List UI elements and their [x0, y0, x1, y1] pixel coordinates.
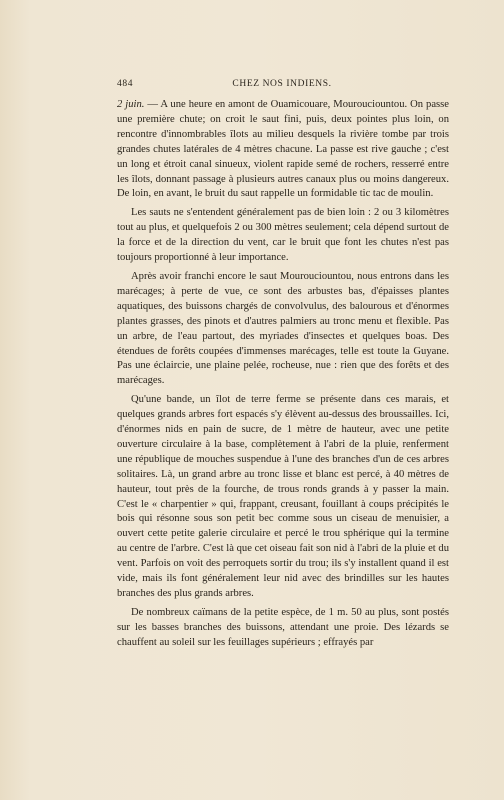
entry-date: 2 juin. [117, 99, 145, 110]
page-body [117, 98, 449, 655]
paragraph-4: Qu'une bande, un îlot de terre ferme se présente dans ces marais, et quelques grands arbres fort espacés s'y élèvent au-dessus des broussailles. Ici, d'énormes nids en pain de sucre, de 1 mètre de hauteur, avec une petite ouverture circulaire à la base, complètement à l'abri de la pluie, renferment une république de mouches suspendue à l'une des branches d'un de ces arbres solitaires. Là, un grand arbre au tronc lisse et blanc est percé, à 40 mètres de hauteur, tout près de la fourche, de trous ronds grands à y passer la main. C'est le « charpentier » qui, frappant, creusant, fouillant à coups précipités le bois qui résonne sous son petit bec comme sous un ciseau de menuisier, a ouvert cette petite galerie circulaire et percé le trou sphérique qui la termine au centre de l'arbre. C'est là que cet oiseau fait son nid à l'abri de la pluie et du vent. Parfois on voit des perroquets sortir du trou; ils s'y installent quand il est vide, mais ils font généralement leur nid avec des brindilles sur les hautes branches des plus grands arbres. [117, 394, 449, 599]
page-number: 484 [117, 79, 134, 89]
running-title: CHEZ NOS INDIENS. [232, 79, 332, 89]
paragraph-5: De nombreux caïmans de la petite espèce, de 1 m. 50 au plus, sont postés sur les basses branches des buissons, attendant une proie. Des lézards se chauffent au soleil sur les feuillages supérieurs ; effrayés par [117, 606, 449, 648]
paragraph-1 [117, 98, 449, 202]
paragraph-1-text: — A une heure en amont de Ouamicouare, Mourouciountou. On passe une première chute; on croit le saut fini, puis, deux pointes plus loin, on rencontre d'innombrables îlots au milieu desquels la rivière tombe par trois grandes chutes latérales de 4 mètres chacune. La passe est rive gauche ; c'est un long et étroit canal sinueux, violent rapide semé de rochers, resserré entre les îlots, donnant passage à plusieurs autres canaux plus ou moins dangereux. De loin, en avant, le bruit du saut rappelle un formidable tic tac de moulin. [117, 99, 449, 200]
running-header [117, 79, 447, 93]
paragraph-3: Après avoir franchi encore le saut Mourouciountou, nous entrons dans les marécages; à perte de vue, ce sont des arbustes bas, d'épaisses plantes aquatiques, des buissons chargés de convolvulus, des balourous et d'énormes plantes grasses, des pinots et d'autres palmiers au tronc menu et flexible. Pas un arbre, de l'eau partout, des myriades d'insectes et quelques boas. Des étendues de forêts coupées d'immenses marécages, telle est toute la Guyane. Pas une éclaircie, une plaine pelée, rocheuse, nue : rien que des forêts et des marécages. [117, 270, 449, 387]
paragraph-2: Les sauts ne s'entendent généralement pas de bien loin : 2 ou 3 kilomètres tout au plus, et quelquefois 2 ou 300 mètres seulement; cela dépend surtout de la force et de la direction du vent, car le bruit que font les chutes n'est pas toujours proportionné à leur importance. [117, 207, 449, 264]
